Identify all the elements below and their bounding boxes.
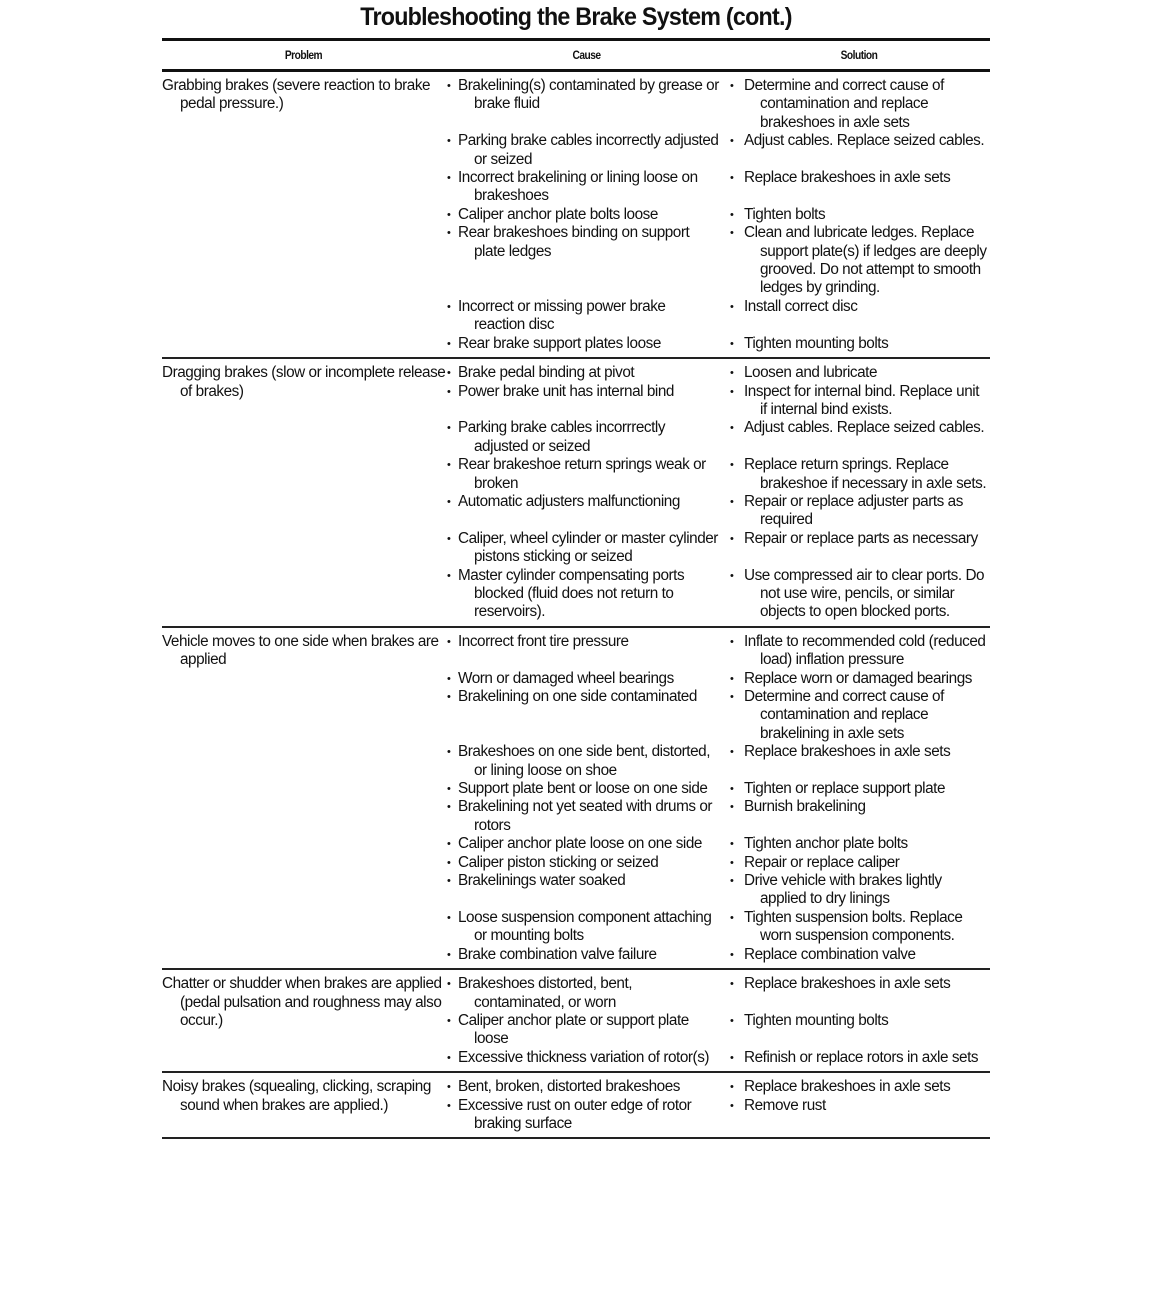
problem-cell: Grabbing brakes (severe reaction to brake pedal pressure.) xyxy=(162,77,431,113)
cause-text: Loose suspension component attaching or mounting bolts xyxy=(458,908,712,945)
cause-text: Parking brake cables incorrectly adjusted or seized xyxy=(458,132,719,168)
table-row xyxy=(445,1078,990,1096)
solution-cell xyxy=(728,670,990,688)
cause-text: Brakelining not yet seated with drums or rotors xyxy=(458,798,713,834)
bullet-icon: • xyxy=(447,672,451,685)
bullet-icon: • xyxy=(730,875,734,888)
bullet-icon: • xyxy=(730,135,734,148)
solution-text: Repair or replace parts as necessary xyxy=(744,529,978,547)
bullet-icon: • xyxy=(447,746,451,759)
solution-cell xyxy=(728,975,990,1012)
solution-cell xyxy=(728,835,990,853)
solution-text: Loosen and lubricate xyxy=(744,364,878,382)
cause-text: Brake pedal binding at pivot xyxy=(458,364,635,382)
cause-cell xyxy=(445,493,728,530)
cause-cell xyxy=(445,132,728,169)
table-row xyxy=(445,493,990,530)
solution-text: Remove rust xyxy=(744,1096,826,1114)
cause-cell xyxy=(445,633,728,670)
solution-text: Refinish or replace rotors in axle sets xyxy=(744,1048,979,1066)
solution-cell xyxy=(728,493,990,530)
cause-text: Parking brake cables incorrrectly adjusted or seized xyxy=(458,419,666,455)
table-row xyxy=(445,975,990,1012)
solution-text: Replace brakeshoes in axle sets xyxy=(744,975,951,993)
bullet-icon: • xyxy=(447,978,451,991)
solution-cell xyxy=(728,798,990,835)
solution-cell xyxy=(728,743,990,780)
bullet-icon: • xyxy=(730,300,734,313)
solution-text: Tighten anchor plate bolts xyxy=(744,835,908,853)
table-row xyxy=(445,872,990,909)
solution-cell xyxy=(728,854,990,872)
solution-text: Tighten mounting bolts xyxy=(744,1011,889,1029)
solution-text: Install correct disc xyxy=(744,297,858,315)
solution-cell xyxy=(728,206,990,224)
bullet-icon: • xyxy=(447,300,451,313)
bullet-icon: • xyxy=(730,911,734,924)
table-row xyxy=(445,419,990,456)
cause-text: Rear brake support plates loose xyxy=(458,334,661,352)
solution-cell xyxy=(728,780,990,798)
bullet-icon: • xyxy=(447,635,451,648)
cause-cell xyxy=(445,946,728,964)
bullet-icon: • xyxy=(447,1014,451,1027)
solution-cell xyxy=(728,169,990,206)
cause-text: Brakeshoes distorted, bent, contaminated, or worn xyxy=(458,975,633,1011)
table-row xyxy=(445,1097,990,1134)
solution-text: Adjust cables. Replace seized cables. xyxy=(744,419,985,437)
bullet-icon: • xyxy=(447,783,451,796)
troubleshooting-table xyxy=(162,38,990,1139)
bullet-icon: • xyxy=(730,978,734,991)
table-row xyxy=(445,77,990,132)
solution-text: Adjust cables. Replace seized cables. xyxy=(744,132,985,150)
cause-cell xyxy=(445,77,728,132)
table-row xyxy=(445,224,990,298)
problem-cell: Vehicle moves to one side when brakes are applied xyxy=(162,632,439,669)
table-row xyxy=(445,298,990,335)
solution-cell xyxy=(728,77,990,132)
table-row xyxy=(445,743,990,780)
cause-text: Caliper anchor plate loose on one side xyxy=(458,835,702,853)
cause-cell xyxy=(445,456,728,493)
bullet-icon: • xyxy=(447,1099,451,1112)
cause-cell xyxy=(445,169,728,206)
table-row xyxy=(445,169,990,206)
bullet-icon: • xyxy=(730,838,734,851)
bullet-icon: • xyxy=(730,172,734,185)
solution-text: Replace combination valve xyxy=(744,945,916,963)
cause-text: Caliper anchor plate or support plate loose xyxy=(458,1011,689,1048)
bullet-icon: • xyxy=(730,80,734,92)
table-row xyxy=(445,364,990,382)
cause-cell xyxy=(445,975,728,1012)
bullet-icon: • xyxy=(447,422,451,435)
table-row xyxy=(445,132,990,169)
cause-text: Brakelinings water soaked xyxy=(458,872,626,890)
solution-cell xyxy=(728,335,990,353)
solution-text: Tighten suspension bolts. Replace worn suspension components. xyxy=(744,908,963,945)
table-row xyxy=(445,798,990,835)
table-row xyxy=(445,670,990,688)
table-row-group xyxy=(162,970,990,1071)
bullet-icon: • xyxy=(447,838,451,851)
cause-text: Power brake unit has internal bind xyxy=(458,382,674,400)
cause-text: Incorrect or missing power brake reaction disc xyxy=(458,297,666,334)
cause-cell xyxy=(445,298,728,335)
solution-cell xyxy=(728,298,990,335)
cause-text: Brakelining(s) contaminated by grease or brake fluid xyxy=(458,77,719,113)
table-row-group xyxy=(162,628,990,968)
bullet-icon: • xyxy=(730,337,734,350)
bullet-icon: • xyxy=(730,208,734,221)
table-row-group xyxy=(162,1073,990,1137)
problem-cell: Noisy brakes (squealing, clicking, scraping sound when brakes are applied.) xyxy=(162,1078,431,1114)
bullet-icon: • xyxy=(447,856,451,869)
solution-cell xyxy=(728,688,990,743)
cause-text: Brakeshoes on one side bent, distorted, or lining loose on shoe xyxy=(458,743,711,779)
cause-cell xyxy=(445,835,728,853)
bullet-icon: • xyxy=(730,948,734,961)
bullet-icon: • xyxy=(447,172,451,185)
bullet-icon: • xyxy=(447,459,451,472)
table-row xyxy=(445,206,990,224)
cause-cell xyxy=(445,854,728,872)
cause-solution-list xyxy=(445,364,990,622)
bullet-icon: • xyxy=(730,227,734,240)
solution-cell xyxy=(728,419,990,456)
solution-text: Replace return springs. Replace brakeshoe if necessary in axle sets. xyxy=(744,456,987,492)
cause-solution-list xyxy=(445,1078,990,1133)
cause-solution-list xyxy=(445,975,990,1067)
table-row xyxy=(445,1049,990,1067)
solution-text: Repair or replace caliper xyxy=(744,853,900,871)
cause-text: Brake combination valve failure xyxy=(458,945,657,963)
table-header-row xyxy=(162,41,990,69)
bullet-icon: • xyxy=(730,1051,734,1064)
bullet-icon: • xyxy=(730,569,734,582)
solution-text: Inflate to recommended cold (reduced load) inflation pressure xyxy=(744,632,986,669)
table-row xyxy=(445,456,990,493)
table-row xyxy=(445,383,990,420)
cause-cell xyxy=(445,872,728,909)
cause-cell xyxy=(445,670,728,688)
column-header-solution: Solution xyxy=(840,48,878,62)
solution-text: Replace worn or damaged bearings xyxy=(744,669,972,687)
solution-cell xyxy=(728,224,990,298)
solution-cell xyxy=(728,530,990,567)
problem-cell: Chatter or shudder when brakes are applied (pedal pulsation and roughness may also occur.) xyxy=(162,975,442,1029)
table-row xyxy=(445,1012,990,1049)
table-row xyxy=(445,633,990,670)
bullet-icon: • xyxy=(447,948,451,961)
cause-text: Rear brakeshoes binding on support plate ledges xyxy=(458,224,690,260)
cause-text: Support plate bent or loose on one side xyxy=(458,780,708,798)
cause-cell xyxy=(445,909,728,946)
bullet-icon: • xyxy=(447,801,451,814)
bullet-icon: • xyxy=(447,227,451,240)
bullet-icon: • xyxy=(730,532,734,545)
solution-text: Determine and correct cause of contamination and replace brakeshoes in axle sets xyxy=(744,77,944,131)
solution-text: Tighten bolts xyxy=(744,205,826,223)
problem-cell: Dragging brakes (slow or incomplete release of brakes) xyxy=(162,364,446,400)
solution-cell xyxy=(728,364,990,382)
solution-cell xyxy=(728,456,990,493)
bullet-icon: • xyxy=(730,495,734,508)
solution-text: Use compressed air to clear ports. Do not use wire, pencils, or similar objects to open blocked ports. xyxy=(744,566,985,621)
cause-text: Master cylinder compensating ports blocked (fluid does not return to reservoirs). xyxy=(458,566,685,621)
solution-text: Tighten mounting bolts xyxy=(744,334,889,352)
cause-cell xyxy=(445,1097,728,1134)
bullet-icon: • xyxy=(730,1099,734,1112)
cause-cell xyxy=(445,364,728,382)
table-row xyxy=(445,946,990,964)
solution-cell xyxy=(728,383,990,420)
table-row-group xyxy=(162,72,990,357)
cause-cell xyxy=(445,1078,728,1096)
solution-text: Determine and correct cause of contamination and replace brakelining in axle sets xyxy=(744,688,944,742)
cause-cell xyxy=(445,383,728,420)
bullet-icon: • xyxy=(447,135,451,148)
cause-text: Brakelining on one side contaminated xyxy=(458,688,697,705)
bullet-icon: • xyxy=(447,495,451,508)
bullet-icon: • xyxy=(730,385,734,398)
solution-cell xyxy=(728,567,990,622)
cause-text: Excessive rust on outer edge of rotor braking surface xyxy=(458,1096,692,1132)
bullet-icon: • xyxy=(447,1081,451,1094)
table-body xyxy=(162,72,990,1139)
solution-text: Burnish brakelining xyxy=(744,798,866,816)
table-row xyxy=(445,335,990,353)
solution-cell xyxy=(728,1049,990,1067)
cause-cell xyxy=(445,419,728,456)
solution-text: Tighten or replace support plate xyxy=(744,780,946,798)
solution-cell xyxy=(728,132,990,169)
cause-cell xyxy=(445,1049,728,1067)
table-row xyxy=(445,835,990,853)
solution-text: Replace brakeshoes in axle sets xyxy=(744,743,951,761)
table-row xyxy=(445,530,990,567)
cause-text: Excessive thickness variation of rotor(s) xyxy=(458,1048,710,1066)
bullet-icon: • xyxy=(730,783,734,796)
table-row xyxy=(445,909,990,946)
solution-text: Replace brakeshoes in axle sets xyxy=(744,1078,951,1096)
cause-text: Worn or damaged wheel bearings xyxy=(458,669,674,687)
cause-cell xyxy=(445,335,728,353)
solution-cell xyxy=(728,1078,990,1096)
cause-cell xyxy=(445,530,728,567)
table-row xyxy=(445,688,990,743)
bullet-icon: • xyxy=(730,801,734,814)
cause-text: Incorrect brakelining or lining loose on brakeshoes xyxy=(458,169,698,205)
cause-text: Rear brakeshoe return springs weak or broken xyxy=(458,456,706,492)
bullet-icon: • xyxy=(447,337,451,350)
cause-text: Incorrect front tire pressure xyxy=(458,632,629,650)
column-header-cause: Cause xyxy=(572,48,601,62)
bullet-icon: • xyxy=(730,635,734,648)
bullet-icon: • xyxy=(447,385,451,398)
bullet-icon: • xyxy=(447,691,451,703)
bullet-icon: • xyxy=(447,532,451,545)
solution-text: Inspect for internal bind. Replace unit if internal bind exists. xyxy=(744,382,979,418)
cause-text: Bent, broken, distorted brakeshoes xyxy=(458,1078,680,1096)
table-row xyxy=(445,854,990,872)
solution-cell xyxy=(728,1097,990,1134)
table-row xyxy=(445,567,990,622)
cause-cell xyxy=(445,206,728,224)
bullet-icon: • xyxy=(730,672,734,685)
bullet-icon: • xyxy=(447,208,451,221)
cause-cell xyxy=(445,780,728,798)
bullet-icon: • xyxy=(730,691,734,703)
bullet-icon: • xyxy=(447,80,451,92)
cause-cell xyxy=(445,567,728,622)
bullet-icon: • xyxy=(730,1081,734,1094)
bullet-icon: • xyxy=(730,746,734,759)
solution-cell xyxy=(728,909,990,946)
solution-text: Replace brakeshoes in axle sets xyxy=(744,169,951,187)
page-title: Troubleshooting the Brake System (cont.) xyxy=(360,3,792,31)
solution-text: Clean and lubricate ledges. Replace support plate(s) if ledges are deeply grooved. Do not attempt to smooth ledges by grinding. xyxy=(744,224,987,297)
table-row-group xyxy=(162,359,990,626)
bullet-icon: • xyxy=(447,569,451,582)
solution-cell xyxy=(728,633,990,670)
cause-text: Automatic adjusters malfunctioning xyxy=(458,492,680,510)
table-row xyxy=(445,780,990,798)
cause-solution-list xyxy=(445,633,990,964)
cause-cell xyxy=(445,798,728,835)
solution-text: Repair or replace adjuster parts as required xyxy=(744,492,963,529)
bullet-icon: • xyxy=(447,1051,451,1064)
cause-text: Caliper anchor plate bolts loose xyxy=(458,205,658,223)
bullet-icon: • xyxy=(730,422,734,435)
bullet-icon: • xyxy=(447,367,451,380)
solution-cell xyxy=(728,872,990,909)
row-group-divider xyxy=(162,1137,990,1139)
solution-cell xyxy=(728,1012,990,1049)
bullet-icon: • xyxy=(447,875,451,888)
solution-cell xyxy=(728,946,990,964)
cause-cell xyxy=(445,743,728,780)
cause-text: Caliper piston sticking or seized xyxy=(458,853,659,871)
solution-text: Drive vehicle with brakes lightly applied to dry linings xyxy=(744,872,942,908)
bullet-icon: • xyxy=(730,856,734,869)
cause-cell xyxy=(445,224,728,298)
bullet-icon: • xyxy=(730,1014,734,1027)
cause-cell xyxy=(445,1012,728,1049)
cause-cell xyxy=(445,688,728,743)
bullet-icon: • xyxy=(730,367,734,380)
bullet-icon: • xyxy=(730,459,734,472)
cause-solution-list xyxy=(445,77,990,353)
cause-text: Caliper, wheel cylinder or master cylinder pistons sticking or seized xyxy=(458,529,718,566)
column-header-problem: Problem xyxy=(284,48,323,62)
bullet-icon: • xyxy=(447,911,451,924)
